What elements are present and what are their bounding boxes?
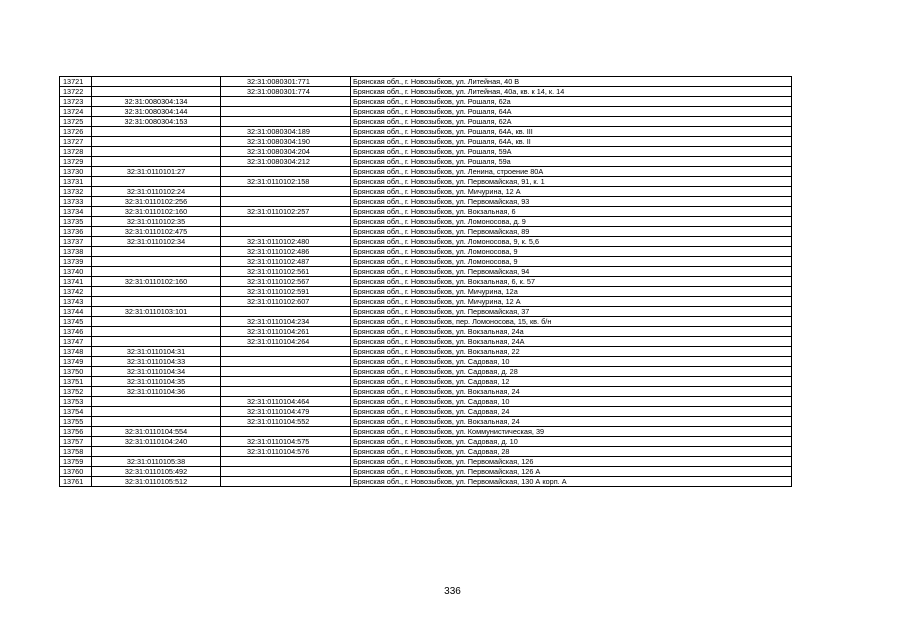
building-cadastral-number-cell	[221, 347, 351, 357]
registry-table	[59, 76, 792, 487]
row-number-cell: 13752	[60, 387, 92, 397]
row-number-cell: 13735	[60, 217, 92, 227]
row-number-cell: 13733	[60, 197, 92, 207]
land-cadastral-number-cell	[92, 317, 221, 327]
address-cell: Брянская обл., г. Новозыбков, ул. Первомайская, 91, к. 1	[351, 177, 792, 187]
building-cadastral-number-cell: 32:31:0110104:552	[221, 417, 351, 427]
row-number-cell: 13722	[60, 87, 92, 97]
land-cadastral-number-cell	[92, 127, 221, 137]
row-number-cell: 13747	[60, 337, 92, 347]
building-cadastral-number-cell: 32:31:0110104:576	[221, 447, 351, 457]
table-row	[60, 247, 792, 257]
row-number-cell: 13749	[60, 357, 92, 367]
address-cell: Брянская обл., г. Новозыбков, ул. Вокзальная, 24	[351, 387, 792, 397]
row-number-cell: 13737	[60, 237, 92, 247]
address-cell: Брянская обл., г. Новозыбков, ул. Вокзальная, 6, к. 57	[351, 277, 792, 287]
address-cell: Брянская обл., г. Новозыбков, ул. Первомайская, 93	[351, 197, 792, 207]
land-cadastral-number-cell	[92, 137, 221, 147]
land-cadastral-number-cell: 32:31:0110102:35	[92, 217, 221, 227]
land-cadastral-number-cell	[92, 297, 221, 307]
table-row	[60, 347, 792, 357]
address-cell: Брянская обл., г. Новозыбков, ул. Рошаля, 64А, кв. III	[351, 127, 792, 137]
address-cell: Брянская обл., г. Новозыбков, ул. Садовая, 24	[351, 407, 792, 417]
row-number-cell: 13731	[60, 177, 92, 187]
land-cadastral-number-cell: 32:31:0110102:24	[92, 187, 221, 197]
land-cadastral-number-cell: 32:31:0080304:144	[92, 107, 221, 117]
land-cadastral-number-cell: 32:31:0110104:33	[92, 357, 221, 367]
land-cadastral-number-cell	[92, 447, 221, 457]
land-cadastral-number-cell	[92, 267, 221, 277]
building-cadastral-number-cell	[221, 107, 351, 117]
table-row	[60, 197, 792, 207]
land-cadastral-number-cell	[92, 247, 221, 257]
land-cadastral-number-cell	[92, 157, 221, 167]
table-row	[60, 467, 792, 477]
row-number-cell: 13721	[60, 77, 92, 87]
row-number-cell: 13730	[60, 167, 92, 177]
row-number-cell: 13760	[60, 467, 92, 477]
row-number-cell: 13724	[60, 107, 92, 117]
row-number-cell: 13738	[60, 247, 92, 257]
table-row	[60, 167, 792, 177]
table-row	[60, 87, 792, 97]
building-cadastral-number-cell: 32:31:0110104:575	[221, 437, 351, 447]
table-row	[60, 307, 792, 317]
address-cell: Брянская обл., г. Новозыбков, ул. Вокзальная, 24А	[351, 337, 792, 347]
address-cell: Брянская обл., г. Новозыбков, ул. Рошаля, 62а	[351, 97, 792, 107]
address-cell: Брянская обл., г. Новозыбков, ул. Рошаля, 59А	[351, 147, 792, 157]
building-cadastral-number-cell	[221, 457, 351, 467]
building-cadastral-number-cell	[221, 377, 351, 387]
address-cell: Брянская обл., г. Новозыбков, ул. Рошаля, 64А	[351, 107, 792, 117]
table-row	[60, 447, 792, 457]
address-cell: Брянская обл., г. Новозыбков, ул. Садовая, 10	[351, 397, 792, 407]
row-number-cell: 13755	[60, 417, 92, 427]
row-number-cell: 13726	[60, 127, 92, 137]
row-number-cell: 13734	[60, 207, 92, 217]
building-cadastral-number-cell	[221, 197, 351, 207]
table-row	[60, 227, 792, 237]
table-row	[60, 157, 792, 167]
address-cell: Брянская обл., г. Новозыбков, ул. Рошаля, 64А, кв. II	[351, 137, 792, 147]
building-cadastral-number-cell: 32:31:0080301:771	[221, 77, 351, 87]
row-number-cell: 13728	[60, 147, 92, 157]
building-cadastral-number-cell: 32:31:0110102:561	[221, 267, 351, 277]
row-number-cell: 13729	[60, 157, 92, 167]
table-row	[60, 137, 792, 147]
table-row	[60, 217, 792, 227]
land-cadastral-number-cell	[92, 287, 221, 297]
row-number-cell: 13727	[60, 137, 92, 147]
address-cell: Брянская обл., г. Новозыбков, ул. Садовая, 28	[351, 447, 792, 457]
building-cadastral-number-cell	[221, 427, 351, 437]
building-cadastral-number-cell: 32:31:0110102:591	[221, 287, 351, 297]
building-cadastral-number-cell	[221, 387, 351, 397]
land-cadastral-number-cell: 32:31:0110102:475	[92, 227, 221, 237]
land-cadastral-number-cell: 32:31:0110105:492	[92, 467, 221, 477]
building-cadastral-number-cell: 32:31:0110104:264	[221, 337, 351, 347]
land-cadastral-number-cell	[92, 77, 221, 87]
building-cadastral-number-cell	[221, 167, 351, 177]
address-cell: Брянская обл., г. Новозыбков, ул. Ленина, строение 80А	[351, 167, 792, 177]
table-row	[60, 187, 792, 197]
land-cadastral-number-cell	[92, 327, 221, 337]
table-row	[60, 287, 792, 297]
row-number-cell: 13757	[60, 437, 92, 447]
address-cell: Брянская обл., г. Новозыбков, ул. Ломоносова, 9	[351, 257, 792, 267]
building-cadastral-number-cell	[221, 467, 351, 477]
address-cell: Брянская обл., г. Новозыбков, ул. Мичурина, 12 А	[351, 297, 792, 307]
table-row	[60, 257, 792, 267]
address-cell: Брянская обл., г. Новозыбков, ул. Вокзальная, 24а	[351, 327, 792, 337]
table-row	[60, 317, 792, 327]
table-row	[60, 337, 792, 347]
address-cell: Брянская обл., г. Новозыбков, ул. Первомайская, 37	[351, 307, 792, 317]
land-cadastral-number-cell: 32:31:0110104:31	[92, 347, 221, 357]
table-row	[60, 327, 792, 337]
address-cell: Брянская обл., г. Новозыбков, ул. Рошаля, 62А	[351, 117, 792, 127]
address-cell: Брянская обл., г. Новозыбков, ул. Садовая, 12	[351, 377, 792, 387]
land-cadastral-number-cell	[92, 177, 221, 187]
address-cell: Брянская обл., г. Новозыбков, ул. Первомайская, 126	[351, 457, 792, 467]
table-row	[60, 107, 792, 117]
land-cadastral-number-cell	[92, 337, 221, 347]
land-cadastral-number-cell: 32:31:0110105:512	[92, 477, 221, 487]
row-number-cell: 13741	[60, 277, 92, 287]
building-cadastral-number-cell: 32:31:0110102:158	[221, 177, 351, 187]
table-row	[60, 437, 792, 447]
address-cell: Брянская обл., г. Новозыбков, ул. Мичурина, 12а	[351, 287, 792, 297]
address-cell: Брянская обл., г. Новозыбков, ул. Первомайская, 126 А	[351, 467, 792, 477]
address-cell: Брянская обл., г. Новозыбков, ул. Вокзальная, 22	[351, 347, 792, 357]
building-cadastral-number-cell	[221, 307, 351, 317]
row-number-cell: 13740	[60, 267, 92, 277]
table-row	[60, 97, 792, 107]
building-cadastral-number-cell: 32:31:0110102:480	[221, 237, 351, 247]
row-number-cell: 13759	[60, 457, 92, 467]
address-cell: Брянская обл., г. Новозыбков, ул. Литейная, 40 В	[351, 77, 792, 87]
land-cadastral-number-cell	[92, 147, 221, 157]
building-cadastral-number-cell: 32:31:0110104:464	[221, 397, 351, 407]
row-number-cell: 13723	[60, 97, 92, 107]
table-row	[60, 387, 792, 397]
land-cadastral-number-cell: 32:31:0110104:240	[92, 437, 221, 447]
land-cadastral-number-cell: 32:31:0110104:554	[92, 427, 221, 437]
table-row	[60, 177, 792, 187]
row-number-cell: 13761	[60, 477, 92, 487]
address-cell: Брянская обл., г. Новозыбков, ул. Ломоносова, 9	[351, 247, 792, 257]
land-cadastral-number-cell: 32:31:0110101:27	[92, 167, 221, 177]
address-cell: Брянская обл., г. Новозыбков, ул. Ломоносова, 9, к. 5,6	[351, 237, 792, 247]
land-cadastral-number-cell: 32:31:0110104:35	[92, 377, 221, 387]
land-cadastral-number-cell	[92, 417, 221, 427]
land-cadastral-number-cell	[92, 87, 221, 97]
row-number-cell: 13745	[60, 317, 92, 327]
land-cadastral-number-cell: 32:31:0110102:160	[92, 277, 221, 287]
building-cadastral-number-cell: 32:31:0110102:257	[221, 207, 351, 217]
building-cadastral-number-cell: 32:31:0110102:487	[221, 257, 351, 267]
building-cadastral-number-cell: 32:31:0110104:479	[221, 407, 351, 417]
table-row	[60, 477, 792, 487]
table-row	[60, 397, 792, 407]
row-number-cell: 13742	[60, 287, 92, 297]
row-number-cell: 13756	[60, 427, 92, 437]
building-cadastral-number-cell	[221, 227, 351, 237]
table-row	[60, 407, 792, 417]
table-row	[60, 147, 792, 157]
table-row	[60, 367, 792, 377]
table-row	[60, 77, 792, 87]
table-row	[60, 127, 792, 137]
land-cadastral-number-cell: 32:31:0080304:153	[92, 117, 221, 127]
building-cadastral-number-cell: 32:31:0110104:261	[221, 327, 351, 337]
address-cell: Брянская обл., г. Новозыбков, ул. Садовая, д. 28	[351, 367, 792, 377]
table-row	[60, 457, 792, 467]
land-cadastral-number-cell: 32:31:0110102:160	[92, 207, 221, 217]
building-cadastral-number-cell: 32:31:0080304:204	[221, 147, 351, 157]
address-cell: Брянская обл., г. Новозыбков, ул. Первомайская, 130 А корп. А	[351, 477, 792, 487]
building-cadastral-number-cell: 32:31:0110102:486	[221, 247, 351, 257]
land-cadastral-number-cell: 32:31:0110104:34	[92, 367, 221, 377]
table-row	[60, 417, 792, 427]
building-cadastral-number-cell: 32:31:0110102:567	[221, 277, 351, 287]
row-number-cell: 13732	[60, 187, 92, 197]
building-cadastral-number-cell: 32:31:0080304:212	[221, 157, 351, 167]
building-cadastral-number-cell: 32:31:0080304:190	[221, 137, 351, 147]
row-number-cell: 13754	[60, 407, 92, 417]
registry-table-body	[60, 77, 792, 487]
building-cadastral-number-cell: 32:31:0080304:189	[221, 127, 351, 137]
row-number-cell: 13753	[60, 397, 92, 407]
building-cadastral-number-cell	[221, 477, 351, 487]
address-cell: Брянская обл., г. Новозыбков, ул. Ломоносова, д. 9	[351, 217, 792, 227]
page-number: 336	[444, 586, 461, 597]
land-cadastral-number-cell	[92, 257, 221, 267]
row-number-cell: 13739	[60, 257, 92, 267]
building-cadastral-number-cell: 32:31:0110102:607	[221, 297, 351, 307]
row-number-cell: 13750	[60, 367, 92, 377]
table-row	[60, 267, 792, 277]
address-cell: Брянская обл., г. Новозыбков, ул. Мичурина, 12 А	[351, 187, 792, 197]
building-cadastral-number-cell	[221, 187, 351, 197]
table-row	[60, 237, 792, 247]
address-cell: Брянская обл., г. Новозыбков, ул. Первомайская, 94	[351, 267, 792, 277]
address-cell: Брянская обл., г. Новозыбков, ул. Садовая, 10	[351, 357, 792, 367]
land-cadastral-number-cell: 32:31:0110102:256	[92, 197, 221, 207]
table-row	[60, 117, 792, 127]
address-cell: Брянская обл., г. Новозыбков, ул. Вокзальная, 24	[351, 417, 792, 427]
building-cadastral-number-cell	[221, 367, 351, 377]
row-number-cell: 13725	[60, 117, 92, 127]
address-cell: Брянская обл., г. Новозыбков, ул. Литейная, 40а, кв. к 14, к. 14	[351, 87, 792, 97]
land-cadastral-number-cell: 32:31:0110102:34	[92, 237, 221, 247]
address-cell: Брянская обл., г. Новозыбков, ул. Коммунистическая, 39	[351, 427, 792, 437]
building-cadastral-number-cell: 32:31:0110104:234	[221, 317, 351, 327]
building-cadastral-number-cell	[221, 117, 351, 127]
table-row	[60, 357, 792, 367]
table-row	[60, 297, 792, 307]
land-cadastral-number-cell: 32:31:0110105:38	[92, 457, 221, 467]
building-cadastral-number-cell	[221, 97, 351, 107]
land-cadastral-number-cell: 32:31:0110103:101	[92, 307, 221, 317]
table-row	[60, 207, 792, 217]
building-cadastral-number-cell	[221, 217, 351, 227]
row-number-cell: 13736	[60, 227, 92, 237]
row-number-cell: 13758	[60, 447, 92, 457]
land-cadastral-number-cell: 32:31:0110104:36	[92, 387, 221, 397]
row-number-cell: 13744	[60, 307, 92, 317]
table-row	[60, 377, 792, 387]
row-number-cell: 13748	[60, 347, 92, 357]
land-cadastral-number-cell	[92, 397, 221, 407]
row-number-cell: 13746	[60, 327, 92, 337]
address-cell: Брянская обл., г. Новозыбков, пер. Ломоносова, 15, кв. б/н	[351, 317, 792, 327]
building-cadastral-number-cell	[221, 357, 351, 367]
table-row	[60, 427, 792, 437]
address-cell: Брянская обл., г. Новозыбков, ул. Вокзальная, 6	[351, 207, 792, 217]
building-cadastral-number-cell: 32:31:0080301:774	[221, 87, 351, 97]
land-cadastral-number-cell	[92, 407, 221, 417]
row-number-cell: 13751	[60, 377, 92, 387]
address-cell: Брянская обл., г. Новозыбков, ул. Садовая, д. 10	[351, 437, 792, 447]
row-number-cell: 13743	[60, 297, 92, 307]
table-row	[60, 277, 792, 287]
address-cell: Брянская обл., г. Новозыбков, ул. Рошаля, 59а	[351, 157, 792, 167]
land-cadastral-number-cell: 32:31:0080304:134	[92, 97, 221, 107]
address-cell: Брянская обл., г. Новозыбков, ул. Первомайская, 89	[351, 227, 792, 237]
